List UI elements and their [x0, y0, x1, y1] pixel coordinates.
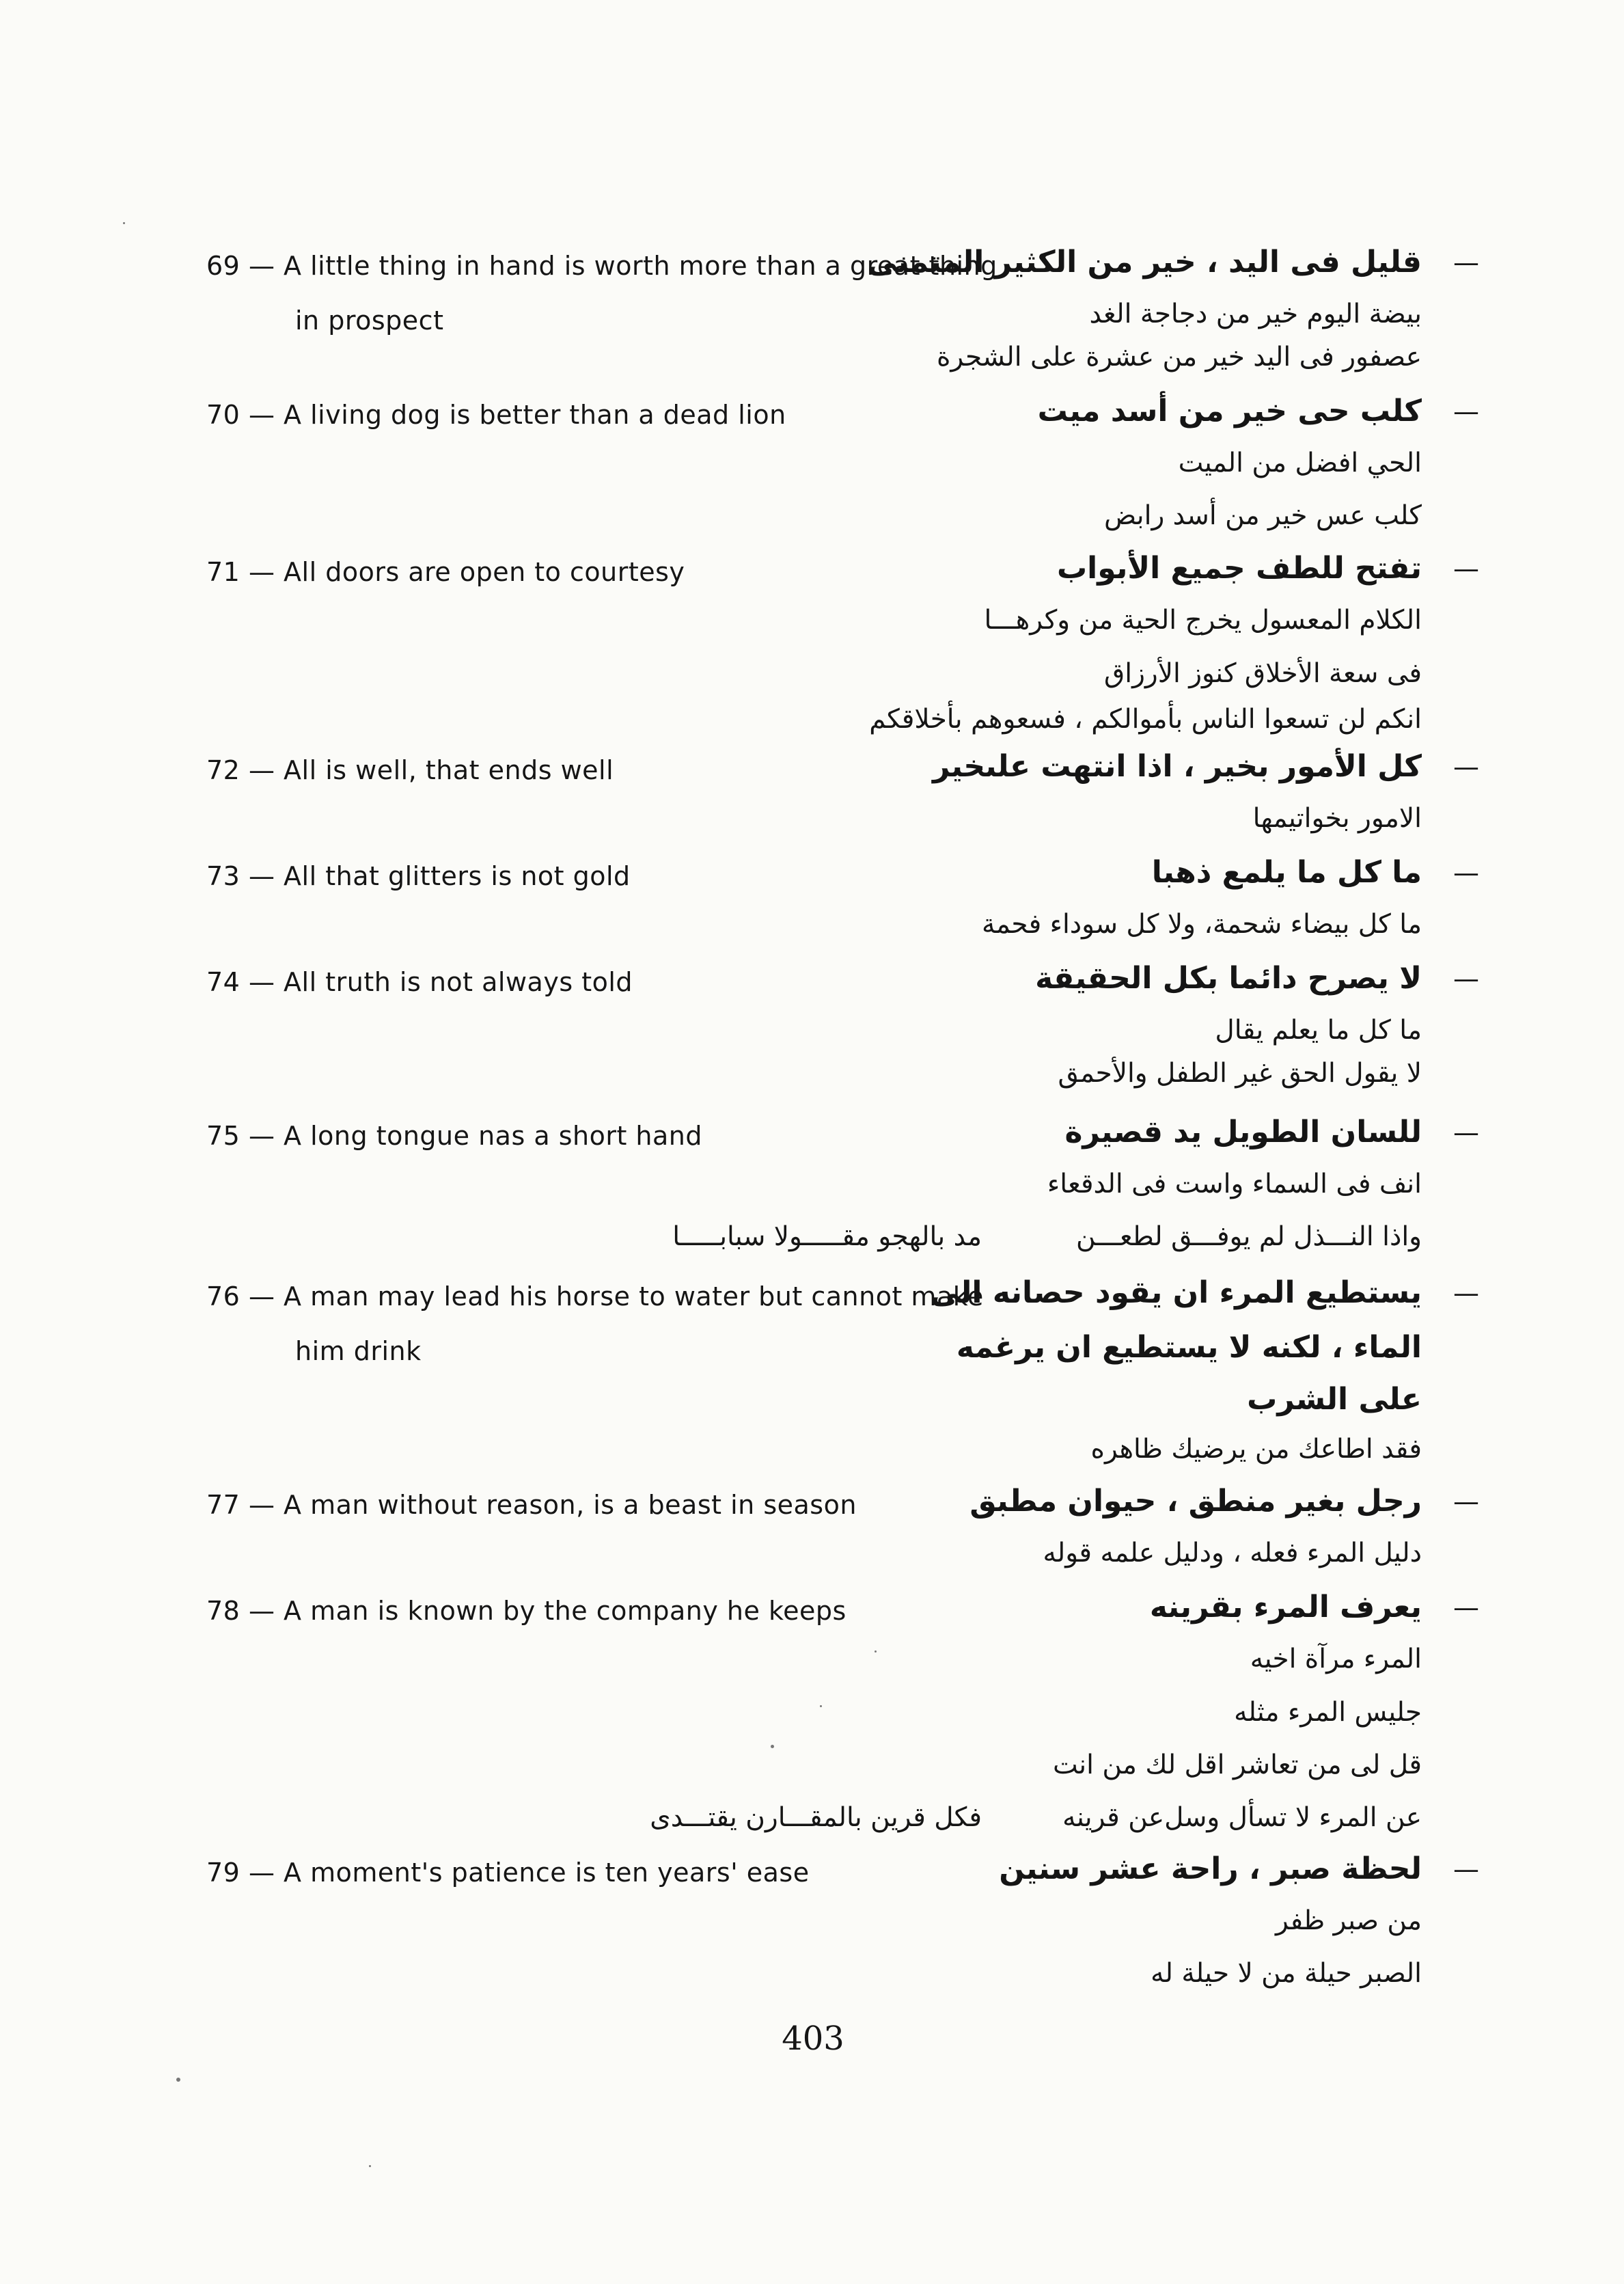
arabic-proverb-main: تفتح للطف جميع الأبواب [1056, 551, 1422, 586]
scan-speck [123, 222, 125, 224]
arabic-equivalent: الكلام المعسول يخرج الحية من وكرهـــا [984, 605, 1422, 636]
arabic-equivalent: قل لى من تعاشر اقل لك من انت [1052, 1750, 1422, 1780]
arabic-equivalent: دليل المرء فعله ، ودليل علمه قوله [1043, 1538, 1422, 1568]
arabic-equivalent: فى سعة الأخلاق كنوز الأرزاق [1103, 658, 1422, 689]
entry-79-english: 79 — A moment's patience is ten years' ease [206, 1858, 810, 1888]
arabic-equivalent: الامور بخواتيمها [1252, 803, 1422, 834]
page-number: 403 [782, 2020, 844, 2058]
scan-speck [771, 1745, 774, 1748]
arabic-equivalent: المرء مرآة اخيه [1250, 1644, 1422, 1674]
entry-69-english: 69 — A little thing in hand is worth more than a great thing [206, 251, 997, 281]
verse-second-hemistich: مد بالهجو مقـــــولا سبابـــــا [672, 1221, 982, 1252]
arabic-equivalent: لا يقول الحق غير الطفل والأحمق [1058, 1058, 1422, 1089]
entry-dash: — [1453, 396, 1479, 426]
entry-number: 78 [206, 1596, 240, 1626]
verse-first-hemistich: واذا النـــذل لم يوفـــق لطعـــن [1076, 1221, 1422, 1252]
entry-dash: — [1453, 1117, 1479, 1147]
arabic-proverb-main: يستطيع المرء ان يقود حصانه الى [930, 1275, 1422, 1310]
english-proverb-line: A long tongue nas a short hand [284, 1121, 703, 1151]
entry-dash: — [1453, 247, 1479, 277]
scan-speck [176, 2078, 180, 2082]
entry-number: 79 [206, 1858, 240, 1888]
entry-74-english: 74 — All truth is not always told [206, 967, 633, 997]
arabic-equivalent: الحي افضل من الميت [1178, 448, 1422, 478]
english-proverb-line: All truth is not always told [284, 967, 633, 997]
entry-dash: — [1453, 554, 1479, 584]
english-proverb-continuation: in prospect [295, 305, 444, 336]
arabic-equivalent: من صبر ظفر [1275, 1905, 1422, 1936]
english-proverb-line: A little thing in hand is worth more than a great thing [284, 251, 997, 281]
arabic-proverb-main: ما كل ما يلمع ذهبا [1151, 855, 1422, 890]
entry-71-english: 71 — All doors are open to courtesy [206, 557, 685, 587]
entry-dash: — [1453, 858, 1479, 888]
arabic-equivalent: كلب عس خير من أسد رابض [1103, 500, 1422, 531]
arabic-proverb-main: رجل بغير منطق ، حيوان مطبق [969, 1484, 1422, 1519]
entry-dash: — [1453, 964, 1479, 994]
entry-dash: — [1453, 752, 1479, 782]
entry-number: 76 [206, 1281, 240, 1311]
arabic-proverb-main: على الشرب [1247, 1382, 1422, 1417]
entry-70-english: 70 — A living dog is better than a dead lion [206, 400, 786, 430]
entry-number: 77 [206, 1490, 240, 1520]
verse-second-hemistich: فكل قرين بالمقـــارن يقتـــدى [650, 1802, 982, 1833]
entry-dash: — [1453, 1592, 1479, 1622]
entry-76-english: 76 — A man may lead his horse to water but cannot make [206, 1281, 984, 1311]
entry-number: 70 [206, 400, 240, 430]
english-proverb-line: A man without reason, is a beast in season [284, 1490, 857, 1520]
english-proverb-line: All doors are open to courtesy [284, 557, 685, 587]
entry-number: 69 [206, 251, 240, 281]
arabic-equivalent: ما كل بيضاء شحمة، ولا كل سوداء فحمة [981, 909, 1422, 940]
arabic-proverb-main: يعرف المرء بقرينه [1149, 1590, 1422, 1624]
english-proverb-line: All that glitters is not gold [284, 861, 631, 891]
entry-number: 73 [206, 861, 240, 891]
entry-dash: — [1453, 1278, 1479, 1308]
entry-number: 72 [206, 755, 240, 785]
entry-number: 71 [206, 557, 240, 587]
entry-77-english: 77 — A man without reason, is a beast in season [206, 1490, 857, 1520]
english-proverb-line: A man is known by the company he keeps [284, 1596, 847, 1626]
arabic-proverb-main: للسان الطويل يد قصيرة [1064, 1115, 1422, 1150]
arabic-equivalent: بيضة اليوم خير من دجاجة الغد [1089, 299, 1422, 329]
arabic-equivalent: عصفور فى اليد خير من عشرة على الشجرة [937, 342, 1422, 372]
arabic-proverb-main: قليل فى اليد ، خير من الكثير المتمنى [867, 245, 1422, 280]
arabic-equivalent: انف فى السماء واست فى الدقعاء [1047, 1169, 1422, 1199]
entry-73-english: 73 — All that glitters is not gold [206, 861, 631, 891]
english-proverb-continuation: him drink [295, 1336, 422, 1366]
english-proverb-line: A moment's patience is ten years' ease [284, 1858, 810, 1888]
entry-dash: — [1453, 1486, 1479, 1517]
scan-speck [875, 1650, 877, 1653]
english-proverb-line: A living dog is better than a dead lion [284, 400, 786, 430]
arabic-proverb-main: لحظة صبر ، راحة عشر سنين [999, 1851, 1422, 1886]
entry-number: 75 [206, 1121, 240, 1151]
entry-75-english: 75 — A long tongue nas a short hand [206, 1121, 703, 1151]
scan-speck [820, 1705, 822, 1707]
arabic-proverb-main: الماء ، لكنه لا يستطيع ان يرغمه [956, 1330, 1422, 1365]
verse-first-hemistich: عن المرء لا تسأل وسل‌عن قرينه [1062, 1802, 1422, 1833]
arabic-equivalent: الصبر حيلة من لا حيلة له [1151, 1958, 1422, 1989]
entry-78-english: 78 — A man is known by the company he keeps [206, 1596, 847, 1626]
english-proverb-line: A man may lead his horse to water but cannot make [284, 1281, 984, 1311]
entry-dash: — [1453, 1854, 1479, 1884]
arabic-proverb-main: لا يصرح دائما بكل الحقيقة [1035, 961, 1422, 996]
entry-72-english: 72 — All is well, that ends well [206, 755, 614, 785]
arabic-equivalent: جليس المرء مثله [1234, 1697, 1422, 1728]
arabic-equivalent: فقد اطاعك من يرضيك ظاهره [1090, 1434, 1422, 1465]
english-proverb-line: All is well, that ends well [284, 755, 614, 785]
arabic-proverb-main: كل الأمور بخير ، اذا انتهت علىخير [932, 749, 1422, 784]
entry-number: 74 [206, 967, 240, 997]
arabic-proverb-main: كلب حى خير من أسد ميت [1037, 394, 1422, 429]
arabic-equivalent: ما كل ما يعلم يقال [1215, 1015, 1422, 1046]
arabic-equivalent: انكم لن تسعوا الناس بأموالكم ، فسعوهم بأخلاقكم [869, 704, 1422, 735]
scan-speck [369, 2165, 371, 2167]
